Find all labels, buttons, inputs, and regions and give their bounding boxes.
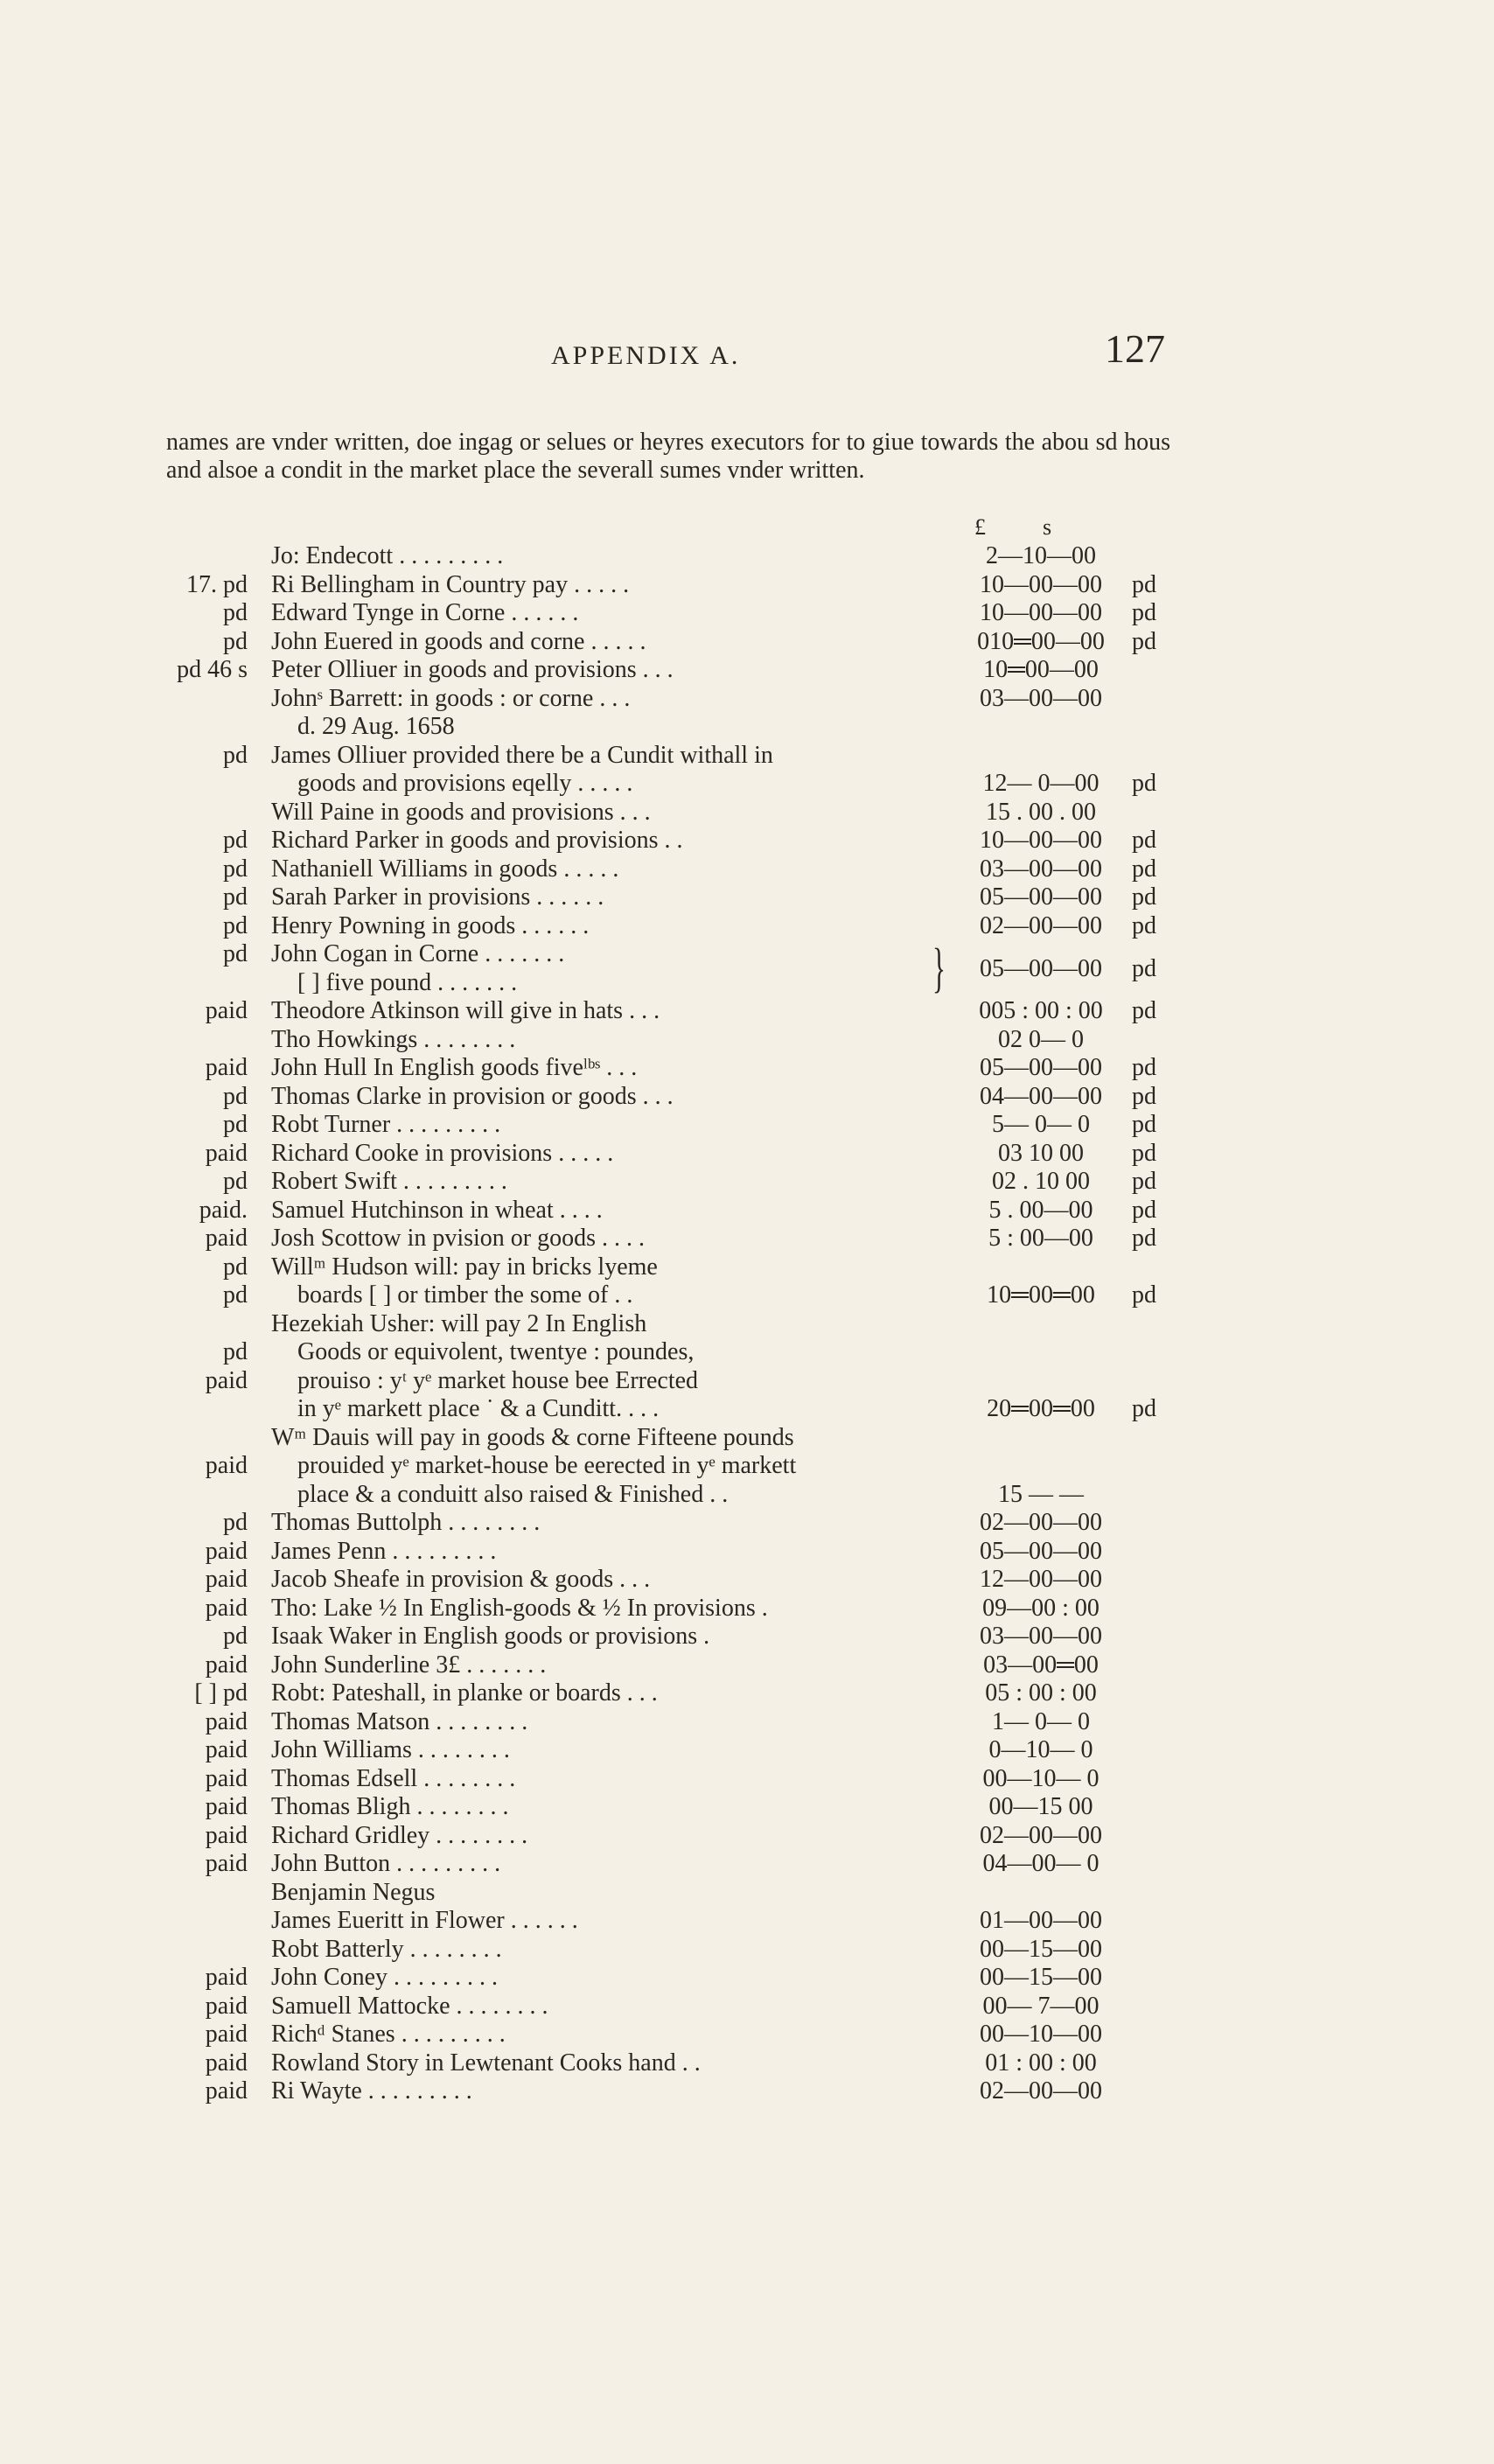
paid-suffix: pd <box>1132 570 1156 598</box>
payment-mark: paid. <box>199 1196 248 1224</box>
payment-mark: pd <box>223 827 248 854</box>
subscriber-entry: Robert Swift . . . . . . . . . <box>271 1168 507 1195</box>
payment-mark: paid <box>205 2021 248 2048</box>
payment-mark: 17. pd <box>186 570 248 598</box>
subscriber-entry: John Coney . . . . . . . . . <box>271 1964 498 1991</box>
payment-mark: paid <box>205 2049 248 2077</box>
ledger-row <box>0 2049 1494 2078</box>
subscriber-entry: Samuel Hutchinson in wheat . . . . <box>271 1196 603 1224</box>
ledger-row <box>0 1253 1494 1282</box>
amount: 00—15—00 <box>980 1935 1102 1963</box>
paid-suffix: pd <box>1132 1395 1156 1422</box>
amount: 03—00—00 <box>980 855 1102 883</box>
subscriber-entry: John Sunderline 3£ . . . . . . . <box>271 1651 547 1679</box>
ledger-row <box>0 571 1494 600</box>
ledger-row <box>0 1793 1494 1822</box>
subscriber-entry: James Olliuer provided there be a Cundit withall in <box>271 741 773 769</box>
subscriber-entry: Theodore Atkinson will give in hats . . . <box>271 997 660 1024</box>
subscriber-entry: Sarah Parker in provisions . . . . . . <box>271 883 604 911</box>
paid-suffix: pd <box>1132 599 1156 626</box>
subscriber-entry: Ri Wayte . . . . . . . . . <box>271 2077 472 2105</box>
ledger-row <box>0 1140 1494 1169</box>
amount: 00—15—00 <box>980 1964 1102 1991</box>
subscriber-entry: Robt: Pateshall, in planke or boards . . . <box>271 1679 658 1707</box>
subscriber-entry: John Hull In English goods fiveˡᵇˢ . . . <box>271 1054 638 1081</box>
subscriber-entry: Thomas Bligh . . . . . . . . <box>271 1793 509 1820</box>
subscriber-entry: Johnˢ Barrett: in goods : or corne . . . <box>271 684 631 712</box>
payment-mark: paid <box>205 1736 248 1763</box>
amount: 10═00═00 <box>987 1281 1095 1309</box>
ledger-row <box>0 1367 1494 1396</box>
ledger-row <box>0 1907 1494 1936</box>
amount: 01—00—00 <box>980 1907 1102 1934</box>
payment-mark: paid <box>205 997 248 1024</box>
payment-mark: pd <box>223 1509 248 1536</box>
amount: 05—00—00 <box>980 1537 1102 1565</box>
payment-mark: pd <box>223 1623 248 1650</box>
ledger-row <box>0 770 1494 799</box>
ledger-row <box>0 1879 1494 1908</box>
payment-mark: pd <box>223 1168 248 1195</box>
subscriber-entry: Goods or equivolent, twentye : poundes, <box>297 1338 695 1365</box>
subscriber-entry: Richᵈ Stanes . . . . . . . . . <box>271 2021 506 2048</box>
amount: 00—10—00 <box>980 2021 1102 2048</box>
payment-mark: paid <box>205 1139 248 1167</box>
ledger-row <box>0 1424 1494 1453</box>
subscriber-entry: Thomas Edsell . . . . . . . . <box>271 1764 516 1792</box>
amount: 03—00—00 <box>980 684 1102 712</box>
amount-column-heads <box>973 514 1078 542</box>
amount: 15 . 00 . 00 <box>986 798 1096 826</box>
ledger-row <box>0 1651 1494 1680</box>
ledger-row <box>0 883 1494 912</box>
amount: 02—00—00 <box>980 911 1102 939</box>
amount: 09—00 : 00 <box>982 1594 1100 1622</box>
payment-mark: pd <box>223 911 248 939</box>
payment-mark: paid <box>205 1566 248 1593</box>
payment-mark: paid <box>205 1707 248 1735</box>
paid-suffix: pd <box>1132 1139 1156 1167</box>
amount: 0—10— 0 <box>988 1736 1093 1763</box>
ledger-row <box>0 742 1494 771</box>
ledger-row <box>0 1566 1494 1595</box>
paid-suffix: pd <box>1132 1082 1156 1110</box>
ledger-row <box>0 1679 1494 1708</box>
subscription-ledger <box>0 542 1494 2106</box>
paid-suffix: pd <box>1132 855 1156 883</box>
subscriber-entry: Tho Howkings . . . . . . . . <box>271 1025 516 1053</box>
amount: 04—00—00 <box>980 1082 1102 1110</box>
subscriber-entry: Henry Powning in goods . . . . . . <box>271 911 590 939</box>
paid-suffix: pd <box>1132 883 1156 911</box>
subscriber-entry: Richard Parker in goods and provisions . . <box>271 827 683 854</box>
ledger-row <box>0 827 1494 855</box>
payment-mark: pd <box>223 627 248 655</box>
ledger-row <box>0 1395 1494 1424</box>
payment-mark: paid <box>205 1850 248 1877</box>
subscriber-entry: John Cogan in Corne . . . . . . . <box>271 940 565 967</box>
payment-mark: pd <box>223 1082 248 1110</box>
paid-suffix: pd <box>1132 1281 1156 1309</box>
header-title: APPENDIX A. <box>551 341 741 370</box>
subscriber-entry: [ ] five pound . . . . . . . <box>297 968 518 996</box>
shillings-head: s <box>1043 514 1052 540</box>
paid-suffix: pd <box>1132 770 1156 797</box>
subscriber-entry: John Euered in goods and corne . . . . . <box>271 627 646 655</box>
payment-mark: paid <box>205 1793 248 1820</box>
amount: 04—00— 0 <box>982 1850 1100 1877</box>
ledger-row <box>0 1595 1494 1623</box>
ledger-row <box>0 940 1494 969</box>
ledger-row <box>0 1452 1494 1481</box>
amount: 12— 0—00 <box>982 770 1100 797</box>
subscriber-entry: Will Paine in goods and provisions . . . <box>271 798 651 826</box>
ledger-row <box>0 1281 1494 1310</box>
ledger-row <box>0 1538 1494 1567</box>
amount: 03—00═00 <box>983 1651 1099 1679</box>
subscriber-entry: Willᵐ Hudson will: pay in bricks lyeme <box>271 1253 658 1281</box>
amount: 02 0— 0 <box>998 1025 1084 1053</box>
subscriber-entry: d. 29 Aug. 1658 <box>297 713 455 740</box>
amount: 05 : 00 : 00 <box>985 1679 1097 1707</box>
paid-suffix: pd <box>1132 1111 1156 1138</box>
amount: 02 . 10 00 <box>992 1168 1090 1195</box>
payment-mark: paid <box>205 2077 248 2105</box>
payment-mark: paid <box>205 1366 248 1394</box>
subscriber-entry: Wᵐ Dauis will pay in goods & corne Fifteene pounds <box>271 1423 794 1451</box>
amount: 10—00—00 <box>980 570 1102 598</box>
amount: 005 : 00 : 00 <box>979 997 1103 1024</box>
subscriber-entry: Samuell Mattocke . . . . . . . . <box>271 1992 548 2020</box>
paid-suffix: pd <box>1132 627 1156 655</box>
subscriber-entry: Josh Scottow in pvision or goods . . . . <box>271 1225 646 1252</box>
payment-mark: [ ] pd <box>194 1679 248 1707</box>
subscriber-entry: Tho: Lake ½ In English-goods & ½ In provisions . <box>271 1594 768 1622</box>
ledger-row <box>0 713 1494 742</box>
payment-mark: pd <box>223 741 248 769</box>
subscriber-entry: prouided yᵉ market-house be eerected in yᵉ markett <box>297 1452 797 1479</box>
subscriber-entry: James Penn . . . . . . . . . <box>271 1537 497 1565</box>
ledger-row <box>0 1310 1494 1339</box>
payment-mark: pd <box>223 883 248 911</box>
amount: 03—00—00 <box>980 1623 1102 1650</box>
subscriber-entry: Peter Olliuer in goods and provisions . . . <box>271 656 674 683</box>
ledger-row <box>0 2021 1494 2049</box>
ledger-row <box>0 1850 1494 1879</box>
paid-suffix: pd <box>1132 827 1156 854</box>
subscriber-entry: John Button . . . . . . . . . <box>271 1850 501 1877</box>
subscriber-entry: boards [ ] or timber the some of . . <box>297 1281 633 1309</box>
ledger-row <box>0 1054 1494 1083</box>
ledger-row <box>0 1822 1494 1851</box>
payment-mark: paid <box>205 1964 248 1991</box>
payment-mark: pd <box>223 1281 248 1309</box>
payment-mark: paid <box>205 1594 248 1622</box>
ledger-row <box>0 1338 1494 1367</box>
ledger-row <box>0 1964 1494 1993</box>
ledger-row <box>0 542 1494 571</box>
subscriber-entry: prouiso : yᵗ yᵉ market house bee Errected <box>297 1366 699 1394</box>
subscriber-entry: goods and provisions eqelly . . . . . <box>297 770 633 797</box>
ledger-row <box>0 1168 1494 1197</box>
amount: 00— 7—00 <box>982 1992 1100 2020</box>
amount: 1— 0— 0 <box>992 1707 1090 1735</box>
amount: 5 . 00—00 <box>988 1196 1093 1224</box>
ledger-row <box>0 1197 1494 1225</box>
amount: 02—00—00 <box>980 2077 1102 2105</box>
ledger-row <box>0 656 1494 685</box>
paid-suffix: pd <box>1132 1168 1156 1195</box>
subscriber-entry: Richard Gridley . . . . . . . . <box>271 1821 528 1849</box>
subscriber-entry: James Eueritt in Flower . . . . . . <box>271 1907 578 1934</box>
amount: 15 — — <box>998 1480 1084 1508</box>
amount: 10—00—00 <box>980 599 1102 626</box>
subscriber-entry: Jo: Endecott . . . . . . . . . <box>271 542 504 569</box>
ledger-row <box>0 1623 1494 1651</box>
amount: 05—00—00 <box>980 883 1102 911</box>
amount: 2—10—00 <box>986 542 1096 569</box>
subscriber-entry: Ri Bellingham in Country pay . . . . . <box>271 570 630 598</box>
subscriber-entry: Thomas Clarke in provision or goods . . . <box>271 1082 674 1110</box>
ledger-row <box>0 1736 1494 1765</box>
payment-mark: paid <box>205 1764 248 1792</box>
amount: 10—00—00 <box>980 827 1102 854</box>
running-header <box>166 325 1170 387</box>
subscriber-entry: Isaak Waker in English goods or provisions . <box>271 1623 710 1650</box>
ledger-row <box>0 799 1494 827</box>
payment-mark: paid <box>205 1992 248 2020</box>
ledger-row <box>0 1083 1494 1112</box>
subscriber-entry: Thomas Matson . . . . . . . . <box>271 1707 528 1735</box>
paid-suffix: pd <box>1132 1225 1156 1252</box>
page-number: 127 <box>1105 326 1165 371</box>
subscriber-entry: Thomas Buttolph . . . . . . . . <box>271 1509 541 1536</box>
payment-mark: pd <box>223 1253 248 1281</box>
subscriber-entry: Richard Cooke in provisions . . . . . <box>271 1139 614 1167</box>
payment-mark: paid <box>205 1537 248 1565</box>
amount: 10═00—00 <box>983 656 1099 683</box>
subscriber-entry: Edward Tynge in Corne . . . . . . <box>271 599 579 626</box>
subscriber-entry: Nathaniell Williams in goods . . . . . <box>271 855 619 883</box>
ledger-row <box>0 2077 1494 2106</box>
payment-mark: pd <box>223 1338 248 1365</box>
ledger-row <box>0 1509 1494 1538</box>
payment-mark: pd <box>223 855 248 883</box>
amount: 05—00—00 <box>980 954 1102 982</box>
amount: 03 10 00 <box>998 1139 1084 1167</box>
amount: 02—00—00 <box>980 1821 1102 1849</box>
subscriber-entry: place & a conduitt also raised & Finished . . <box>297 1480 729 1508</box>
subscriber-entry: John Williams . . . . . . . . <box>271 1736 510 1763</box>
pounds-head: £ <box>974 514 986 540</box>
subscriber-entry: Robt Turner . . . . . . . . . <box>271 1111 501 1138</box>
ledger-row <box>0 1936 1494 1965</box>
payment-mark: paid <box>205 1054 248 1081</box>
amount: 20═00═00 <box>987 1395 1095 1422</box>
amount: 01 : 00 : 00 <box>985 2049 1097 2077</box>
subscriber-entry: in yᵉ markett place ˙ & a Cunditt. . . . <box>297 1395 660 1422</box>
subscriber-entry: Benjamin Negus <box>271 1878 436 1906</box>
amount: 12—00—00 <box>980 1566 1102 1593</box>
payment-mark: paid <box>205 1225 248 1252</box>
ledger-row <box>0 997 1494 1026</box>
ledger-row <box>0 912 1494 941</box>
intro-text: names are vnder written, doe ingag or selues or heyres executors for to giue towards the abou sd hous and alsoe a condit in the market place the severall sumes vnder written. <box>166 429 1170 484</box>
subscriber-entry: Hezekiah Usher: will pay 2 In English <box>271 1309 647 1337</box>
amount: 00—10— 0 <box>982 1764 1100 1792</box>
subscriber-entry: Rowland Story in Lewtenant Cooks hand . . <box>271 2049 701 2077</box>
ledger-row <box>0 685 1494 714</box>
amount: 5— 0— 0 <box>992 1111 1090 1138</box>
paid-suffix: pd <box>1132 954 1156 982</box>
ledger-row <box>0 855 1494 884</box>
ledger-row <box>0 1225 1494 1253</box>
ledger-row <box>0 1026 1494 1055</box>
brace-mark: } <box>932 938 946 998</box>
ledger-row <box>0 1765 1494 1794</box>
payment-mark: paid <box>205 1821 248 1849</box>
paid-suffix: pd <box>1132 997 1156 1024</box>
amount: 02—00—00 <box>980 1509 1102 1536</box>
ledger-row <box>0 599 1494 628</box>
intro-paragraph <box>166 429 1170 485</box>
paid-suffix: pd <box>1132 1054 1156 1081</box>
payment-mark: paid <box>205 1452 248 1479</box>
ledger-row <box>0 628 1494 657</box>
ledger-row <box>0 1481 1494 1510</box>
paid-suffix: pd <box>1132 911 1156 939</box>
ledger-row <box>0 1111 1494 1140</box>
amount: 00—15 00 <box>988 1793 1093 1820</box>
amount: 5 : 00—00 <box>988 1225 1093 1252</box>
payment-mark: pd <box>223 1111 248 1138</box>
amount: 05—00—00 <box>980 1054 1102 1081</box>
amount: 010═00—00 <box>977 627 1105 655</box>
payment-mark: pd <box>223 940 248 967</box>
ledger-row <box>0 1993 1494 2021</box>
payment-mark: pd <box>223 599 248 626</box>
subscriber-entry: Robt Batterly . . . . . . . . <box>271 1935 502 1963</box>
subscriber-entry: Jacob Sheafe in provision & goods . . . <box>271 1566 651 1593</box>
payment-mark: pd 46 s <box>177 656 248 683</box>
ledger-row <box>0 1708 1494 1737</box>
paid-suffix: pd <box>1132 1196 1156 1224</box>
payment-mark: paid <box>205 1651 248 1679</box>
